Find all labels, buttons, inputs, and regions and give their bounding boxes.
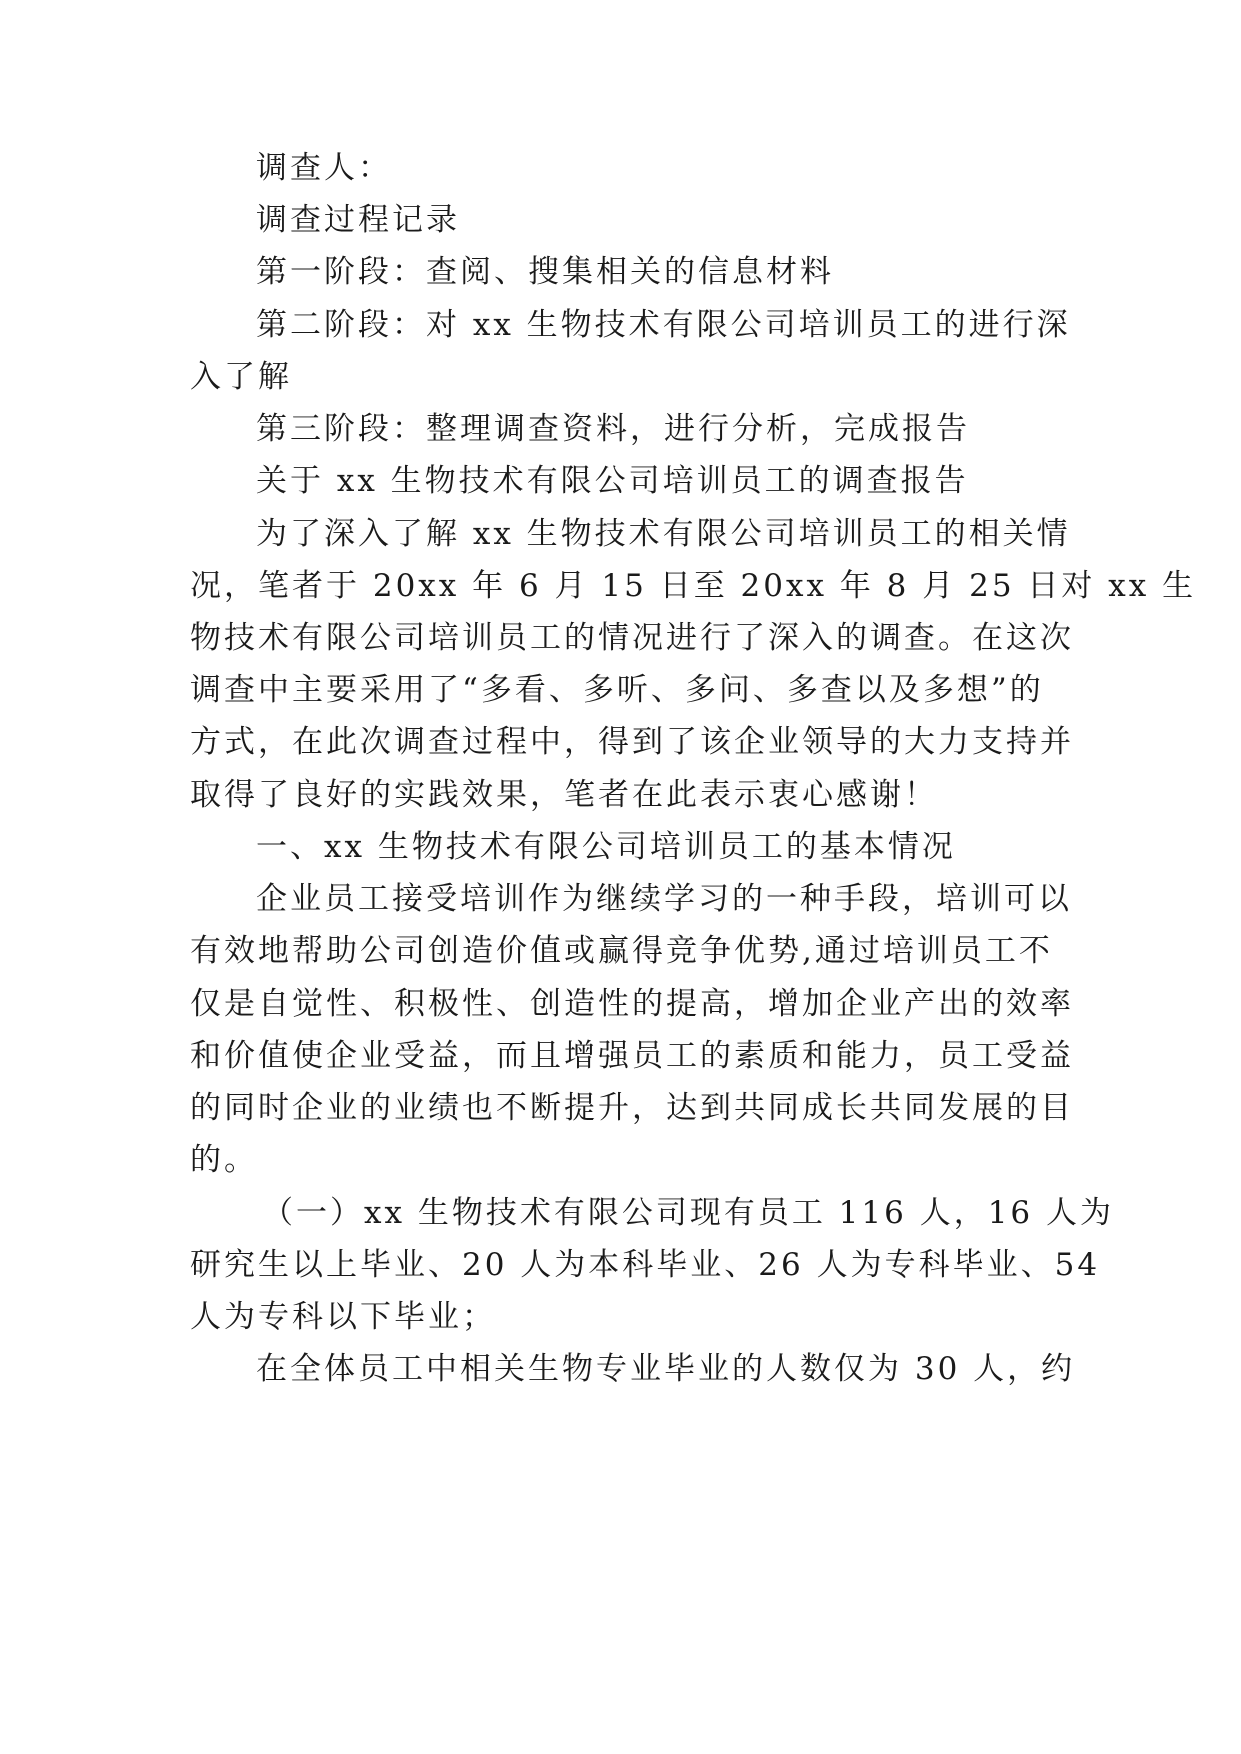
process-record-heading: 调查过程记录 xyxy=(256,202,460,238)
stage-three-line: 第三阶段：整理调查资料，进行分析，完成报告 xyxy=(256,411,970,447)
investigator-label: 调查人： xyxy=(256,150,392,186)
paragraph-line: 取得了良好的实践效果，笔者在此表示衷心感谢！ xyxy=(190,777,938,813)
paragraph-line: 人为专科以下毕业； xyxy=(190,1299,496,1335)
paragraph-line: 物技术有限公司培训员工的情况进行了深入的调查。在这次 xyxy=(190,620,1074,656)
stage-two-continuation: 入了解 xyxy=(190,359,292,395)
paragraph-line: 企业员工接受培训作为继续学习的一种手段，培训可以 xyxy=(256,881,1072,917)
stage-one-line: 第一阶段：查阅、搜集相关的信息材料 xyxy=(256,254,834,290)
paragraph-line: 为了深入了解 xx 生物技术有限公司培训员工的相关情 xyxy=(256,516,1071,552)
subsection-line: （一）xx 生物技术有限公司现有员工 116 人，16 人为 xyxy=(262,1195,1114,1231)
paragraph-line: 仅是自觉性、积极性、创造性的提高，增加企业产出的效率 xyxy=(190,986,1074,1022)
paragraph-line: 况，笔者于 20xx 年 6 月 15 日至 20xx 年 8 月 25 日对 xx 生 xyxy=(190,568,1197,604)
section-heading: 一、xx 生物技术有限公司培训员工的基本情况 xyxy=(256,829,956,865)
report-title: 关于 xx 生物技术有限公司培训员工的调查报告 xyxy=(256,463,969,499)
paragraph-line: 的同时企业的业绩也不断提升，达到共同成长共同发展的目 xyxy=(190,1090,1074,1126)
paragraph-line: 研究生以上毕业、20 人为本科毕业、26 人为专科毕业、54 xyxy=(190,1247,1101,1283)
paragraph-line: 在全体员工中相关生物专业毕业的人数仅为 30 人，约 xyxy=(256,1351,1076,1387)
paragraph-line: 方式，在此次调查过程中，得到了该企业领导的大力支持并 xyxy=(190,724,1074,760)
paragraph-line: 和价值使企业受益，而且增强员工的素质和能力，员工受益 xyxy=(190,1038,1074,1074)
paragraph-line: 的。 xyxy=(190,1142,258,1178)
paragraph-line: 有效地帮助公司创造价值或赢得竞争优势,通过培训员工不 xyxy=(190,933,1053,969)
paragraph-line: 调查中主要采用了“多看、多听、多问、多查以及多想”的 xyxy=(190,672,1044,708)
stage-two-line: 第二阶段：对 xx 生物技术有限公司培训员工的进行深 xyxy=(256,307,1071,343)
